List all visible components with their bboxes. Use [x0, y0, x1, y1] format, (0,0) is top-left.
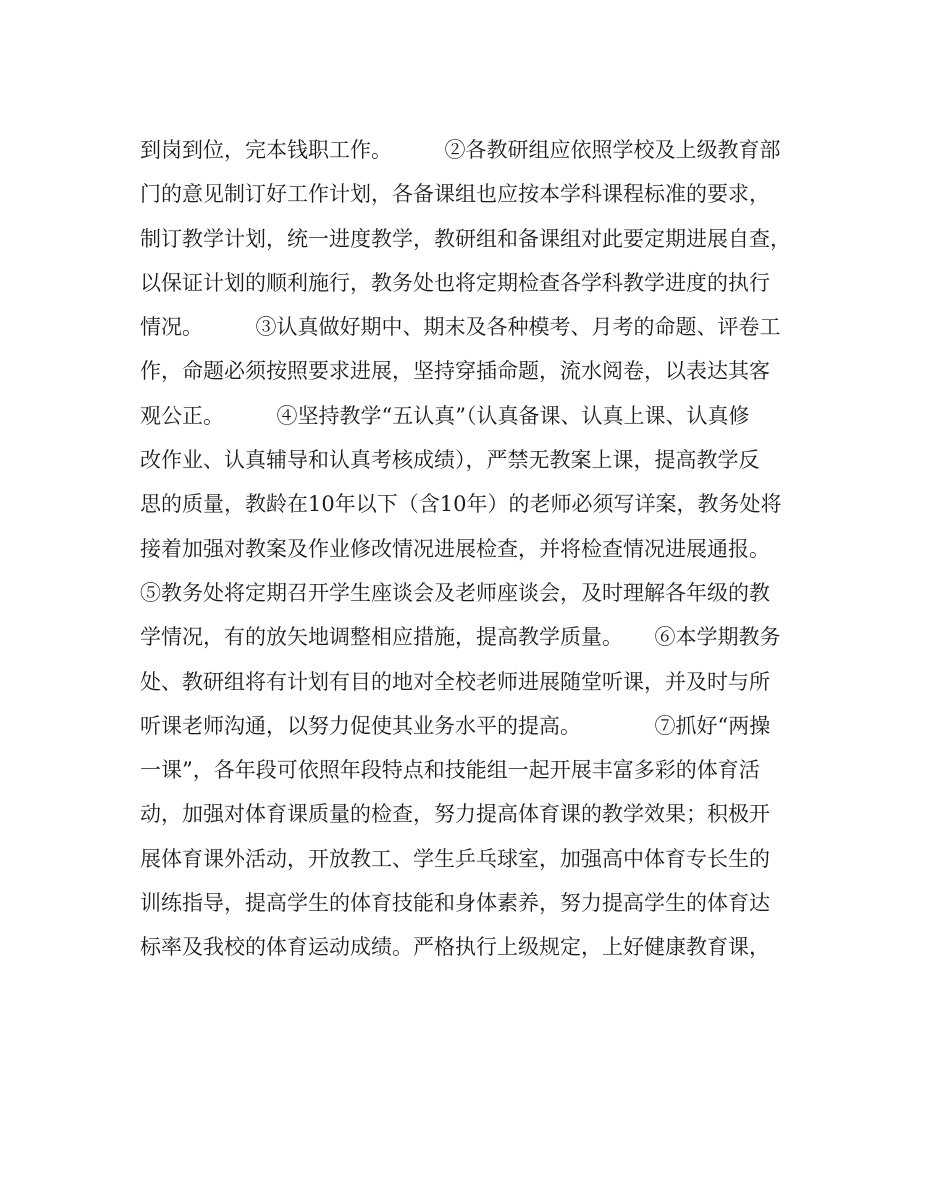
text-line: 动，加强对体育课质量的检查，努力提高体育课的教学效果；积极开 [140, 802, 770, 827]
text-line: 处、教研组将有计划有目的地对全校老师进展随堂听课，并及时与所 [140, 669, 770, 694]
text-line: 接着加强对教案及作业修改情况进展检查，并将检查情况进展通报。 [140, 536, 770, 561]
text-line: 听课老师沟通，以努力促使其业务水平的提高。 ⑦抓好“两操 [140, 713, 771, 738]
text-line: ⑤教务处将定期召开学生座谈会及老师座谈会，及时理解各年级的教 [140, 580, 770, 605]
text-line: 情况。 ③认真做好期中、期末及各种模考、月考的命题、评卷工 [140, 315, 781, 340]
text-line: 作，命题必须按照要求进展，坚持穿插命题，流水阅卷，以表达其客 [140, 359, 770, 384]
text-line: 展体育课外活动，开放教工、学生乒乓球室，加强高中体育专长生的 [140, 846, 770, 871]
text-line: 观公正。 ④坚持教学“五认真”（认真备课、认真上课、认真修 [140, 403, 750, 428]
text-line: 训练指导，提高学生的体育技能和身体素养，努力提高学生的体育达 [140, 891, 770, 916]
text-line: 门的意见制订好工作计划，各备课组也应按本学科课程标准的要求， [140, 182, 770, 207]
text-line: 制订教学计划，统一进度教学，教研组和备课组对此要定期进展自查， [140, 226, 791, 251]
text-line: 以保证计划的顺利施行，教务处也将定期检查各学科教学进度的执行 [140, 270, 770, 295]
text-line: 改作业、认真辅导和认真考核成绩），严禁无教案上课，提高教学反 [140, 448, 760, 473]
text-line: 思的质量，教龄在10年以下（含10年）的老师必须写详案，教务处将 [140, 492, 782, 517]
body-paragraph [140, 128, 820, 970]
text-line: 标率及我校的体育运动成绩。严格执行上级规定，上好健康教育课， [140, 935, 770, 960]
text-line: 到岗到位，完本钱职工作。 ②各教研组应依照学校及上级教育部 [140, 138, 781, 162]
text-line: 学情况，有的放矢地调整相应措施，提高教学质量。 ⑥本学期教务 [140, 625, 781, 650]
text-line: 一课”，各年段可依照年段特点和技能组一起开展丰富多彩的体育活 [140, 758, 760, 783]
